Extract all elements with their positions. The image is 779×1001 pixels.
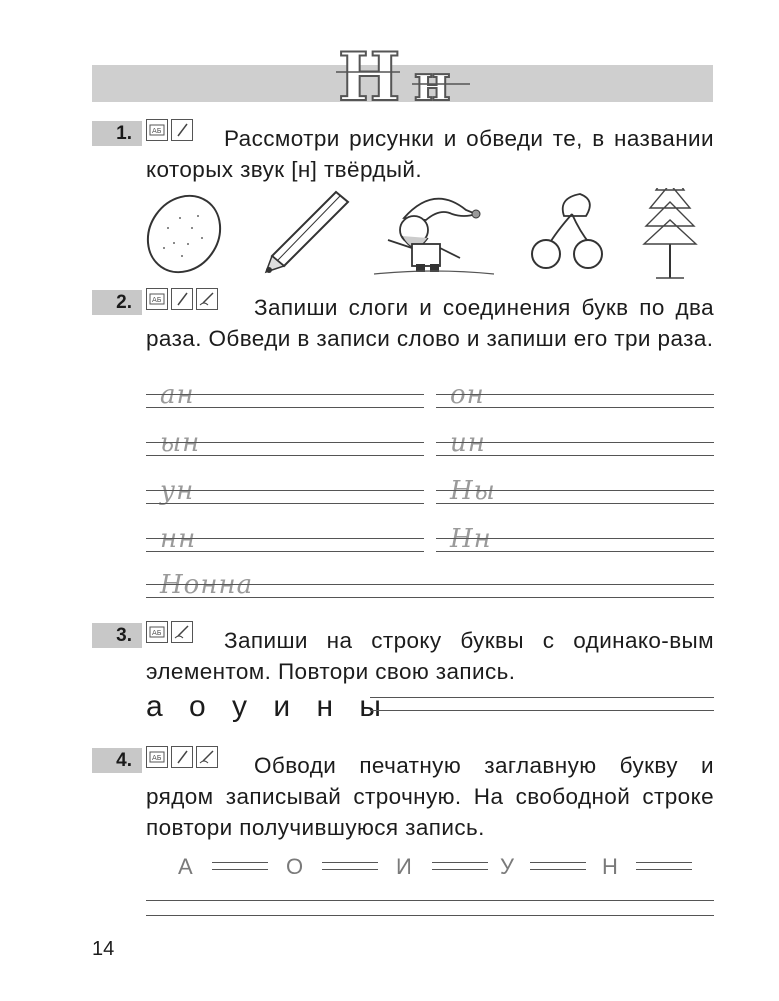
writing-line[interactable]: [432, 862, 488, 870]
task-2-right-column: [436, 380, 714, 572]
task-3-text: Запиши на строку буквы с одинако-вым элементом. Повтори свою запись.: [146, 628, 714, 684]
cursive-syllable: он: [450, 380, 485, 410]
cursive-syllable: Ны: [450, 476, 496, 506]
writing-line[interactable]: [212, 862, 268, 870]
cursive-syllable: ан: [160, 380, 195, 410]
writing-line[interactable]: [146, 584, 714, 598]
cursive-syllable: нн: [160, 524, 197, 554]
writing-line[interactable]: [370, 697, 714, 711]
writing-line[interactable]: [530, 862, 586, 870]
pencil-icon: [266, 192, 348, 273]
task-2-left-column: [146, 380, 424, 572]
page-number: 14: [92, 938, 115, 960]
task-2-text: Запиши слоги и соединения букв по два раза. Обведи в записи слово и запиши его три раза.: [146, 295, 714, 351]
svg-text:АБ: АБ: [152, 296, 162, 304]
print-letter: И: [396, 854, 412, 879]
cursive-syllable: Нн: [450, 524, 492, 554]
header-letters: [336, 40, 476, 110]
lemon-icon: [146, 188, 235, 280]
writing-line[interactable]: [146, 490, 424, 504]
svg-text:АБ: АБ: [152, 629, 162, 637]
svg-text:АБ: АБ: [152, 127, 162, 135]
task-number: 4.: [92, 748, 142, 773]
writing-line[interactable]: [322, 862, 378, 870]
cherry-icon: [532, 194, 602, 268]
writing-line[interactable]: [146, 394, 424, 408]
task-1-text: Рассмотри рисунки и обведи те, в названии которых звук [н] твёрдый.: [146, 126, 714, 182]
task-number: 1.: [92, 121, 142, 146]
header-letter-lower: н: [414, 53, 451, 110]
print-letter: О: [286, 854, 304, 879]
task-1-pictures: [146, 188, 714, 280]
task-4-text: Обводи печатную заглавную букву и рядом записывай строчную. На свободной строке повтори получившуюся запись.: [146, 753, 714, 840]
writing-line[interactable]: [436, 538, 714, 552]
task-number: 2.: [92, 290, 142, 315]
task-number: 3.: [92, 623, 142, 648]
writing-line[interactable]: [636, 862, 692, 870]
task-4-letters-row: [178, 854, 714, 878]
writing-line[interactable]: [146, 442, 424, 456]
cursive-syllable: ын: [160, 428, 201, 458]
writing-line[interactable]: [146, 538, 424, 552]
print-letter: У: [500, 854, 514, 879]
cursive-word: Нонна: [160, 570, 254, 600]
writing-line[interactable]: [146, 900, 714, 916]
writing-line[interactable]: [436, 394, 714, 408]
print-letter: А: [178, 854, 193, 879]
gnome-icon: [374, 199, 494, 274]
writing-line[interactable]: [436, 442, 714, 456]
task-3-letters: а о у и н ы: [146, 690, 387, 723]
tree-icon: [644, 188, 696, 278]
writing-line[interactable]: [436, 490, 714, 504]
task-2-word-row: [146, 570, 714, 600]
cursive-syllable: ин: [450, 428, 486, 458]
print-letter: Н: [602, 854, 618, 879]
cursive-syllable: ун: [160, 476, 195, 506]
svg-text:АБ: АБ: [152, 754, 162, 762]
header-letter-upper: Н: [338, 40, 401, 110]
